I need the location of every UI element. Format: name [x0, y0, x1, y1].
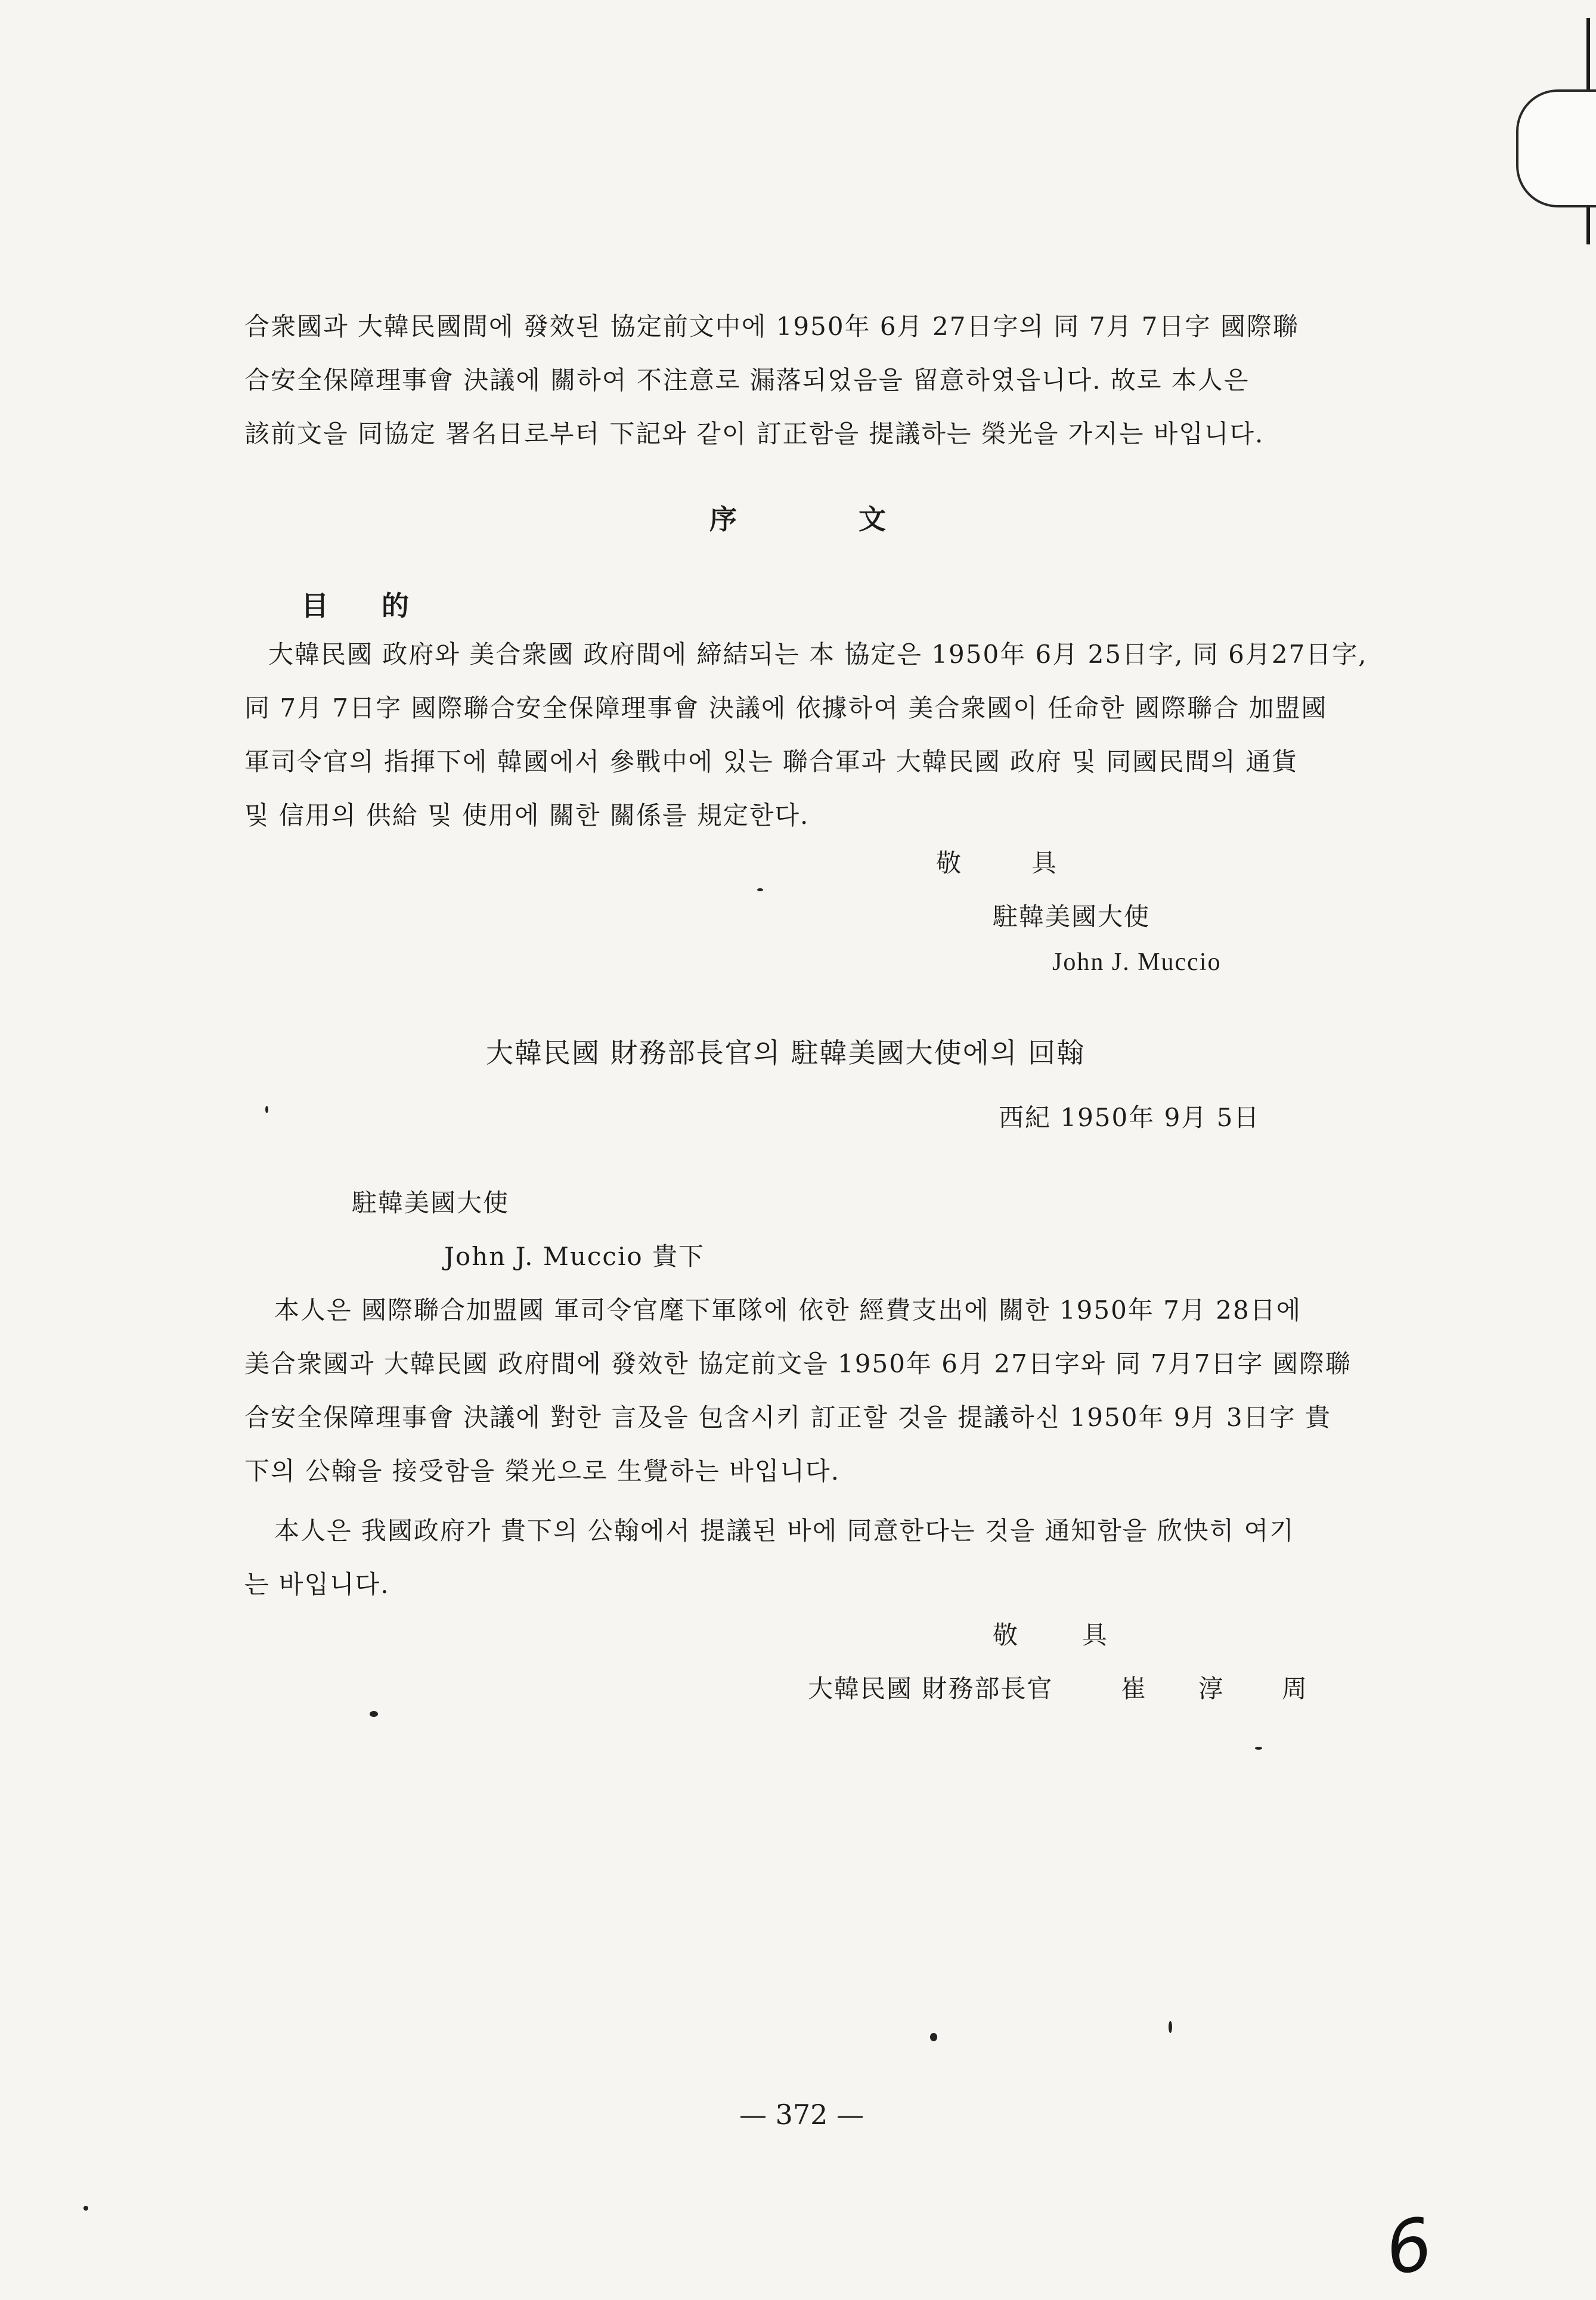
scan-speck: [370, 1711, 378, 1717]
reply-addressee-name: John J. Muccio 貴下: [444, 1242, 705, 1271]
purpose-label-left: 目: [301, 590, 331, 622]
scan-speck: [1255, 1747, 1262, 1750]
preamble-line-1: 大韓民國 政府와 美合衆國 政府間에 締結되는 本 協定은 1950年 6月 25日字, 同 6月27日字,: [268, 640, 1368, 669]
intro-line-1: 合衆國과 大韓民國間에 發效된 協定前文中에 1950年 6月 27日字의 同 7月 7日字 國際聯: [244, 312, 1299, 341]
preamble-title-left: 序: [709, 503, 739, 535]
signer-name-2: 淳: [1198, 1674, 1225, 1703]
preamble-line-3: 軍司令官의 指揮下에 韓國에서 參戰中에 있는 聯合軍과 大韓民國 政府 및 同國民間의 通貨: [244, 747, 1299, 776]
handwritten-mark: 6: [1379, 2202, 1439, 2292]
reply-p2-line-2: 는 바입니다.: [244, 1570, 390, 1599]
reply-p1-line-4: 下의 公翰을 接受함을 榮光으로 生覺하는 바입니다.: [244, 1456, 840, 1486]
reply-p1-line-3: 合安全保障理事會 決議에 對한 言及을 包含시키 訂正할 것을 提議하신 1950年 9月 3日字 貴: [244, 1403, 1331, 1432]
scan-speck: [1169, 2021, 1172, 2033]
intro-line-2: 合安全保障理事會 決議에 關하여 不注意로 漏落되었음을 留意하였읍니다. 故로 本人은: [244, 365, 1250, 395]
scan-speck: [265, 1106, 268, 1113]
purpose-label-right: 的: [382, 590, 411, 622]
page-number: — 372 —: [739, 2098, 864, 2131]
signer-name-3: 周: [1282, 1674, 1309, 1703]
closing1-left: 敬: [936, 848, 963, 878]
reply-p1-line-1: 本人은 國際聯合加盟國 軍司令官麾下軍隊에 依한 經費支出에 關한 1950年 7月 28日에: [274, 1295, 1302, 1325]
scan-speck: [83, 2206, 88, 2211]
closing2-left: 敬: [993, 1620, 1019, 1650]
closing1-name: John J. Muccio: [1052, 948, 1222, 976]
closing2-right: 具: [1082, 1620, 1109, 1650]
reply-p2-line-1: 本人은 我國政府가 貴下의 公翰에서 提議된 바에 同意한다는 것을 通知함을 欣快히 여기: [274, 1516, 1295, 1545]
reply-heading: 大韓民國 財務部長官의 駐韓美國大使에의 回翰: [486, 1037, 1086, 1069]
preamble-title-right: 文: [859, 503, 888, 535]
preamble-line-4: 및 信用의 供給 및 使用에 關한 關係를 規定한다.: [244, 801, 810, 830]
intro-line-3: 該前文을 同協定 署名日로부터 下記와 같이 訂正함을 提議하는 榮光을 가지는 바입니다.: [244, 419, 1265, 448]
punch-hole: [1516, 89, 1596, 207]
closing2-office: 大韓民國 財務部長官: [808, 1674, 1053, 1703]
signer-name-1: 崔: [1121, 1674, 1148, 1703]
reply-date: 西紀 1950年 9月 5日: [999, 1103, 1260, 1132]
preamble-line-2: 同 7月 7日字 國際聯合安全保障理事會 決議에 依據하여 美合衆國이 任命한 國際聯合 加盟國: [244, 693, 1328, 723]
closing1-title: 駐韓美國大使: [993, 902, 1151, 931]
reply-addressee: 駐韓美國大使: [352, 1188, 510, 1217]
reply-p1-line-2: 美合衆國과 大韓民國 政府間에 發效한 協定前文을 1950年 6月 27日字와 同 7月7日字 國際聯: [244, 1349, 1352, 1378]
scan-speck: [930, 2033, 937, 2041]
scan-speck: [757, 888, 763, 891]
closing1-right: 具: [1031, 848, 1058, 878]
